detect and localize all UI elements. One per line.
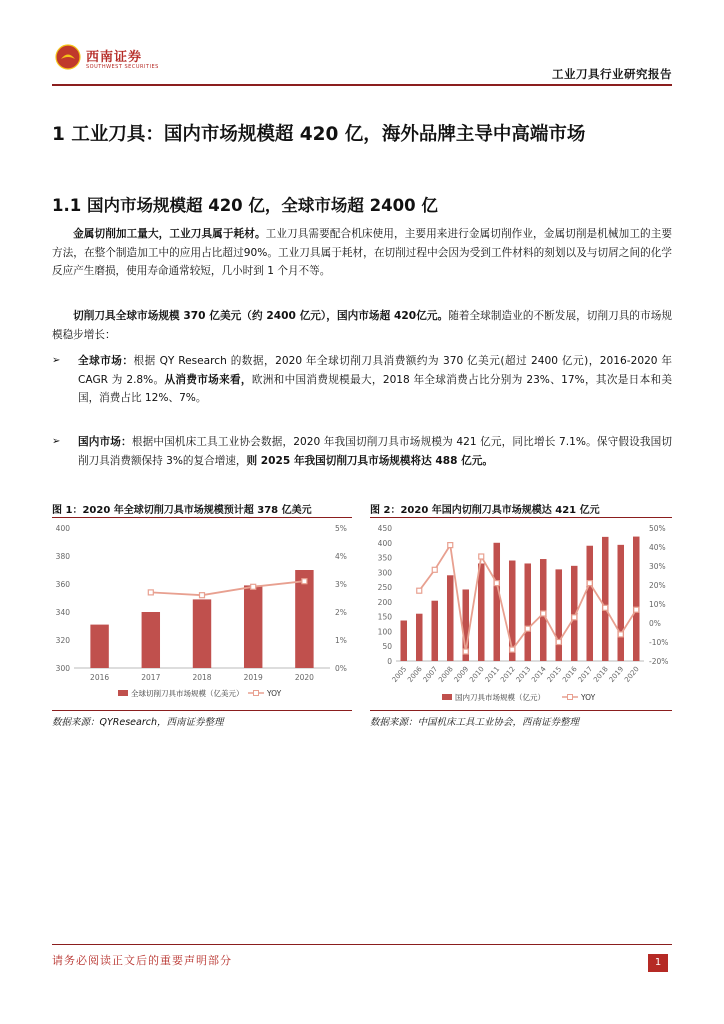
bar	[555, 569, 562, 661]
section-heading: 1 工业刀具：国内市场规模超 420 亿，海外品牌主导中高端市场	[52, 124, 586, 145]
y-tick-label: 50	[382, 642, 392, 652]
bar	[602, 537, 609, 661]
x-tick-label: 2015	[545, 665, 564, 684]
y2-tick-label: 1%	[335, 636, 347, 645]
yoy-point	[448, 543, 453, 548]
yoy-point	[618, 632, 623, 637]
bar	[295, 570, 313, 668]
yoy-point	[432, 567, 437, 572]
figure-2-source: 数据来源：中国机床工具工业协会，西南证券整理	[370, 717, 580, 728]
y-tick-label: 450	[377, 524, 392, 533]
paragraph-2-lead: 切削刀具全球市场规模 370 亿美元（约 2400 亿元），国内市场超 420亿元。	[73, 310, 449, 322]
subsection-heading: 1.1 国内市场规模超 420 亿，全球市场超 2400 亿	[52, 196, 438, 215]
bar	[493, 543, 500, 661]
y2-tick-label: 4%	[335, 552, 347, 561]
bullet-2-bold: 则 2025 年我国切削刀具市场规模将达 488 亿元。	[246, 454, 493, 467]
yoy-point	[251, 584, 256, 589]
x-tick-label: 2018	[192, 673, 212, 682]
y2-tick-label: 40%	[649, 543, 666, 552]
y2-tick-label: 5%	[335, 524, 347, 533]
y-tick-label: 360	[55, 580, 70, 589]
x-tick-label: 2016	[90, 673, 110, 682]
yoy-point	[603, 605, 608, 610]
x-tick-label: 2019	[607, 665, 626, 684]
paragraph-1	[52, 225, 672, 281]
yoy-point	[587, 581, 592, 586]
x-tick-label: 2020	[294, 673, 314, 682]
paragraph-1-body: 工业刀具需要配合机床使用，主要用来进行金属切削作业，金属切削是机械加工的主要方法，在整个制造加工中的应用占比超过90%。工业刀具属于耗材，在切削过程中会因为受到工件材料的刻划以及与切屑之间的化学反应产生磨损，使用寿命通常较短，几小时到 1 个月不等。	[52, 228, 672, 277]
y-tick-label: 250	[377, 583, 392, 593]
bar	[478, 563, 485, 661]
y-tick-label: 300	[377, 568, 392, 578]
y2-tick-label: -20%	[649, 657, 669, 666]
yoy-point	[556, 640, 561, 645]
company-logo-icon	[55, 44, 81, 70]
y-tick-label: 320	[55, 636, 70, 645]
bar	[540, 559, 547, 661]
bullet-1-text-2: 欧洲和中国消费规模最大，2018 年全球消费占比分别为 23%、17%，其次是日本和美国，消费占比 12%、7%。	[78, 373, 672, 404]
yoy-point	[634, 607, 639, 612]
legend-line-marker	[254, 691, 259, 696]
figure-2-title: 图 2：2020 年国内切削刀具市场规模达 421 亿元	[370, 505, 600, 516]
x-tick-label: 2017	[141, 673, 161, 682]
y2-tick-label: 0%	[335, 664, 347, 673]
y-tick-label: 400	[377, 538, 392, 548]
y2-tick-label: 20%	[649, 581, 666, 590]
x-tick-label: 2010	[468, 665, 486, 684]
bar	[193, 599, 211, 668]
bar	[586, 546, 593, 661]
company-name: 西南证券	[86, 50, 143, 65]
figure-1-bottom-rule	[52, 710, 352, 711]
company-name-en: SOUTHWEST SECURITIES	[86, 64, 159, 70]
yoy-point	[463, 649, 468, 654]
bar	[617, 545, 624, 661]
figure-2-rule	[370, 517, 672, 518]
x-tick-label: 2020	[623, 665, 641, 684]
legend-line-label: YOY	[581, 693, 596, 702]
yoy-point	[479, 554, 484, 559]
x-tick-label: 2011	[483, 665, 502, 684]
page-number: 1	[648, 954, 668, 972]
y2-tick-label: 50%	[649, 524, 666, 533]
yoy-point	[525, 626, 530, 631]
x-tick-label: 2012	[499, 665, 517, 684]
arrow-bullet-icon: ➢	[52, 436, 61, 447]
yoy-point	[572, 615, 577, 620]
figure-1-rule	[52, 517, 352, 518]
y2-tick-label: -10%	[649, 638, 669, 647]
yoy-point	[510, 647, 515, 652]
y2-tick-label: 30%	[649, 562, 666, 571]
bar	[416, 614, 423, 661]
x-tick-label: 2006	[406, 665, 424, 684]
y-tick-label: 200	[377, 597, 392, 607]
yoy-point	[302, 579, 307, 584]
disclaimer-note: 请务必阅读正文后的重要声明部分	[52, 954, 232, 967]
bar	[524, 563, 531, 661]
bullet-global-market	[52, 352, 672, 408]
y-tick-label: 380	[55, 552, 70, 561]
bullet-2-label: 国内市场：	[78, 436, 132, 448]
x-tick-label: 2016	[561, 665, 579, 684]
y2-tick-label: 3%	[335, 580, 347, 589]
y-tick-label: 350	[377, 553, 392, 563]
x-tick-label: 2007	[421, 665, 440, 684]
y2-tick-label: 10%	[649, 600, 666, 609]
y-tick-label: 300	[55, 664, 70, 673]
x-tick-label: 2008	[437, 665, 455, 684]
bar	[633, 537, 640, 661]
figure-2-chart	[370, 520, 672, 710]
x-tick-label: 2017	[576, 665, 595, 684]
y-tick-label: 100	[377, 627, 392, 637]
bar	[244, 585, 262, 668]
bullet-1-bold: 从消费市场来看，	[164, 373, 252, 386]
x-tick-label: 2014	[530, 665, 548, 684]
footer-divider	[52, 944, 672, 945]
x-tick-label: 2005	[390, 665, 409, 684]
legend-line-marker	[568, 695, 573, 700]
paragraph-2	[52, 307, 672, 344]
x-tick-label: 2009	[452, 665, 471, 684]
y-tick-label: 340	[55, 608, 70, 617]
y-tick-label: 0	[387, 657, 392, 666]
arrow-bullet-icon: ➢	[52, 355, 61, 366]
y-tick-label: 400	[55, 524, 70, 533]
legend-bar-label: 国内刀具市场规模（亿元）	[455, 693, 545, 702]
yoy-point	[494, 581, 499, 586]
y2-tick-label: 2%	[335, 608, 347, 617]
report-type: 工业刀具行业研究报告	[552, 67, 672, 81]
yoy-point	[200, 593, 205, 598]
x-tick-label: 2018	[592, 665, 610, 684]
bar	[142, 612, 160, 668]
figure-1-chart	[52, 520, 352, 710]
yoy-point	[417, 588, 422, 593]
x-tick-label: 2019	[243, 673, 263, 682]
legend-bar-swatch	[118, 690, 128, 696]
figure-1-title: 图 1：2020 年全球切削刀具市场规模预计超 378 亿美元	[52, 505, 312, 516]
bullet-1-label: 全球市场：	[78, 355, 134, 367]
legend-bar-label: 全球切削刀具市场规模（亿美元）	[131, 689, 244, 698]
figure-2-bottom-rule	[370, 710, 672, 711]
bullet-2-text: 根据中国机床工具工业协会数据，2020 年我国切削刀具市场规模为 421 亿元，同比增长 7.1%。保守假设我国切削刀具消费额保持 3%的复合增速，	[78, 436, 673, 467]
bar	[400, 621, 407, 661]
legend-line-label: YOY	[267, 689, 282, 698]
yoy-point	[148, 590, 153, 595]
bullet-1-text: 根据 QY Research 的数据，2020 年全球切削刀具消费额约为 370 亿美元(超过 2400 亿元)，2016-2020 年 CAGR 为 2.8%。	[78, 355, 673, 386]
bar	[447, 575, 454, 661]
paragraph-2-body: 随着全球制造业的不断发展，切削刀具的市场规模稳步增长：	[52, 310, 673, 341]
y-tick-label: 150	[377, 612, 392, 622]
bar	[90, 625, 108, 668]
y2-tick-label: 0%	[649, 619, 661, 628]
yoy-line	[151, 581, 305, 595]
figure-1-source: 数据来源：QYResearch，西南证券整理	[52, 717, 224, 728]
paragraph-1-lead: 金属切削加工量大，工业刀具属于耗材。	[73, 228, 266, 240]
header-divider	[52, 84, 672, 86]
legend-bar-swatch	[442, 694, 452, 700]
bullet-domestic-market	[52, 433, 672, 470]
x-tick-label: 2013	[514, 665, 533, 684]
bar	[431, 601, 438, 661]
yoy-point	[541, 611, 546, 616]
